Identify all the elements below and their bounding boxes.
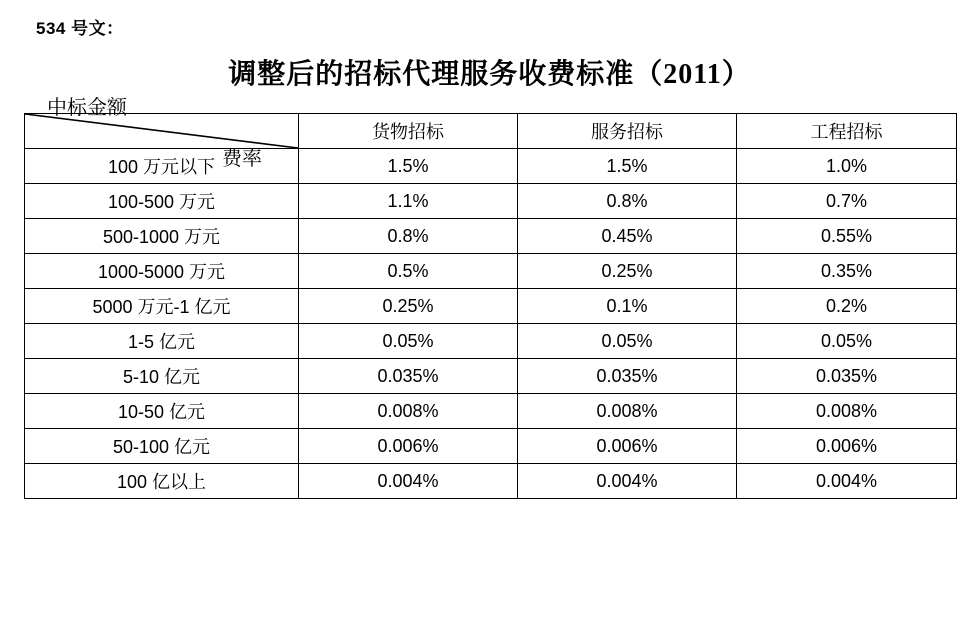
cell-value: 0.006% bbox=[299, 429, 518, 464]
row-label: 5000 万元-1 亿元 bbox=[25, 289, 299, 324]
cell-value: 1.1% bbox=[299, 184, 518, 219]
fee-standard-table-wrapper bbox=[24, 97, 956, 499]
document-note: 534 号文： bbox=[36, 19, 124, 38]
cell-value: 0.004% bbox=[518, 464, 737, 499]
cell-value: 1.5% bbox=[518, 149, 737, 184]
row-label: 5-10 亿元 bbox=[25, 359, 299, 394]
cell-value: 0.1% bbox=[518, 289, 737, 324]
row-label: 100 亿以上 bbox=[25, 464, 299, 499]
cell-value: 0.25% bbox=[518, 254, 737, 289]
column-header-engineering: 工程招标 bbox=[737, 114, 957, 149]
table-header-row bbox=[25, 114, 957, 149]
table-row bbox=[25, 464, 957, 499]
table-row bbox=[25, 254, 957, 289]
cell-value: 1.5% bbox=[299, 149, 518, 184]
row-label: 100-500 万元 bbox=[25, 184, 299, 219]
row-label: 10-50 亿元 bbox=[25, 394, 299, 429]
cell-value: 0.55% bbox=[737, 219, 957, 254]
row-label: 100 万元以下 bbox=[25, 149, 299, 184]
cell-value: 0.05% bbox=[518, 324, 737, 359]
cell-value: 0.008% bbox=[518, 394, 737, 429]
cell-value: 0.05% bbox=[737, 324, 957, 359]
row-label: 500-1000 万元 bbox=[25, 219, 299, 254]
fee-standard-table bbox=[24, 97, 957, 499]
row-label: 1000-5000 万元 bbox=[25, 254, 299, 289]
row-label: 1-5 亿元 bbox=[25, 324, 299, 359]
corner-amount-label: 中标金额 bbox=[47, 97, 127, 119]
column-header-goods: 货物招标 bbox=[299, 114, 518, 149]
page-title: 调整后的招标代理服务收费标准（2011） bbox=[228, 59, 751, 90]
cell-value: 1.0% bbox=[737, 149, 957, 184]
table-row bbox=[25, 184, 957, 219]
cell-value: 0.006% bbox=[518, 429, 737, 464]
corner-rate-label: 费率 bbox=[222, 148, 262, 170]
cell-value: 0.35% bbox=[737, 254, 957, 289]
table-row bbox=[25, 394, 957, 429]
row-label: 50-100 亿元 bbox=[25, 429, 299, 464]
cell-value: 0.035% bbox=[737, 359, 957, 394]
cell-value: 0.05% bbox=[299, 324, 518, 359]
column-header-service: 服务招标 bbox=[518, 114, 737, 149]
cell-value: 0.035% bbox=[518, 359, 737, 394]
cell-value: 0.7% bbox=[737, 184, 957, 219]
table-row bbox=[25, 289, 957, 324]
cell-value: 0.8% bbox=[518, 184, 737, 219]
cell-value: 0.008% bbox=[299, 394, 518, 429]
cell-value: 0.004% bbox=[737, 464, 957, 499]
cell-value: 0.8% bbox=[299, 219, 518, 254]
cell-value: 0.45% bbox=[518, 219, 737, 254]
cell-value: 0.25% bbox=[299, 289, 518, 324]
cell-value: 0.004% bbox=[299, 464, 518, 499]
cell-value: 0.2% bbox=[737, 289, 957, 324]
cell-value: 0.006% bbox=[737, 429, 957, 464]
cell-value: 0.008% bbox=[737, 394, 957, 429]
table-row bbox=[25, 324, 957, 359]
table-row bbox=[25, 219, 957, 254]
cell-value: 0.5% bbox=[299, 254, 518, 289]
table-row bbox=[25, 429, 957, 464]
table-row bbox=[25, 149, 957, 184]
cell-value: 0.035% bbox=[299, 359, 518, 394]
table-row bbox=[25, 359, 957, 394]
